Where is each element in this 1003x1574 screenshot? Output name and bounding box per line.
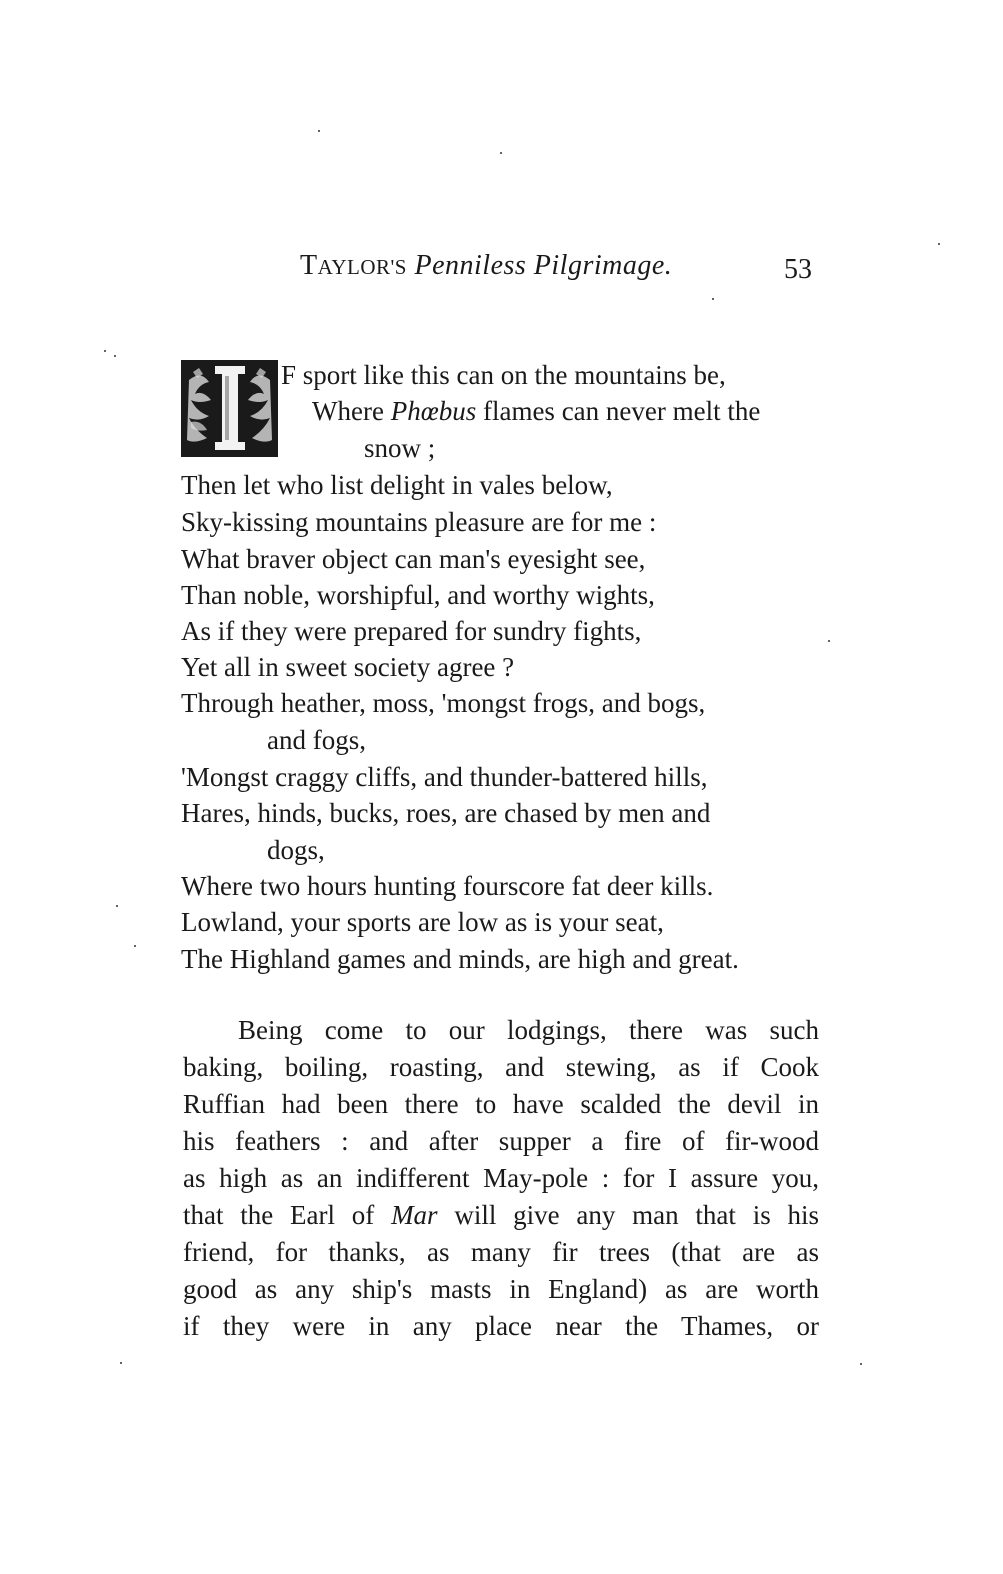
prose-line: if they were in any place near the Thames, or <box>183 1311 819 1341</box>
verse-line: snow ; <box>364 433 436 463</box>
prose-line: good as any ship's masts in England) as are worth <box>183 1274 819 1304</box>
verse-line: Yet all in sweet society agree ? <box>181 652 515 682</box>
print-speck <box>828 640 830 642</box>
prose-line: Ruffian had been there to have scalded the devil in <box>183 1089 819 1119</box>
print-speck <box>318 130 320 132</box>
running-head-title: Penniless Pilgrimage. <box>414 250 673 281</box>
verse-line: Sky-kissing mountains pleasure are for me : <box>181 507 657 537</box>
print-speck <box>860 1363 862 1365</box>
verse-line: As if they were prepared for sundry fights, <box>181 616 642 646</box>
verse-line: The Highland games and minds, are high and great. <box>181 944 739 974</box>
prose-line <box>183 1197 819 1234</box>
prose-paragraph <box>183 1012 819 1345</box>
verse-line: F sport like this can on the mountains be, <box>281 360 726 390</box>
print-speck <box>500 152 502 154</box>
print-speck <box>116 905 118 907</box>
verse-line: Hares, hinds, bucks, roes, are chased by men and <box>181 798 711 828</box>
verse-line: Then let who list delight in vales below, <box>181 470 613 500</box>
prose-line: Being come to our lodgings, there was such <box>238 1015 819 1045</box>
page-number: 53 <box>784 254 812 285</box>
verse-line: What braver object can man's eyesight see, <box>181 544 646 574</box>
prose-line: friend, for thanks, as many fir trees (that are as <box>183 1237 819 1267</box>
verse-line: Where two hours hunting fourscore fat deer kills. <box>181 871 714 901</box>
verse-line: Than noble, worshipful, and worthy wights, <box>181 580 655 610</box>
verse-line: 'Mongst craggy cliffs, and thunder-battered hills, <box>181 762 708 792</box>
running-head <box>300 250 672 282</box>
thistle-ornament-icon <box>181 360 278 457</box>
verse-line: and fogs, <box>267 725 366 755</box>
print-speck <box>134 945 136 947</box>
verse-text: flames can never melt the <box>476 396 761 426</box>
verse-line: dogs, <box>267 835 325 865</box>
verse-line <box>312 398 760 425</box>
prose-text: that the Earl of <box>183 1200 392 1230</box>
print-speck <box>712 298 714 300</box>
prose-line: his feathers : and after supper a fire of fir-wood <box>183 1126 819 1156</box>
prose-proper-name: Mar <box>391 1200 438 1230</box>
running-head-author: AYLOR'S <box>317 255 407 279</box>
prose-text: will give any man that is his <box>437 1200 819 1230</box>
prose-line: baking, boiling, roasting, and stewing, as if Cook <box>183 1052 819 1082</box>
verse-line: Through heather, moss, 'mongst frogs, and bogs, <box>181 688 706 718</box>
running-head-author-initial: T <box>300 250 318 281</box>
print-speck <box>104 350 106 352</box>
verse-proper-name: Phœbus <box>390 396 477 426</box>
print-speck <box>938 243 940 245</box>
print-speck <box>114 355 116 357</box>
prose-line: as high as an indifferent May-pole : for I assure you, <box>183 1163 819 1193</box>
verse-text: Where <box>312 396 391 426</box>
verse-line: Lowland, your sports are low as is your seat, <box>181 907 664 937</box>
print-speck <box>120 1362 122 1364</box>
ornamental-initial-icon <box>181 360 278 457</box>
